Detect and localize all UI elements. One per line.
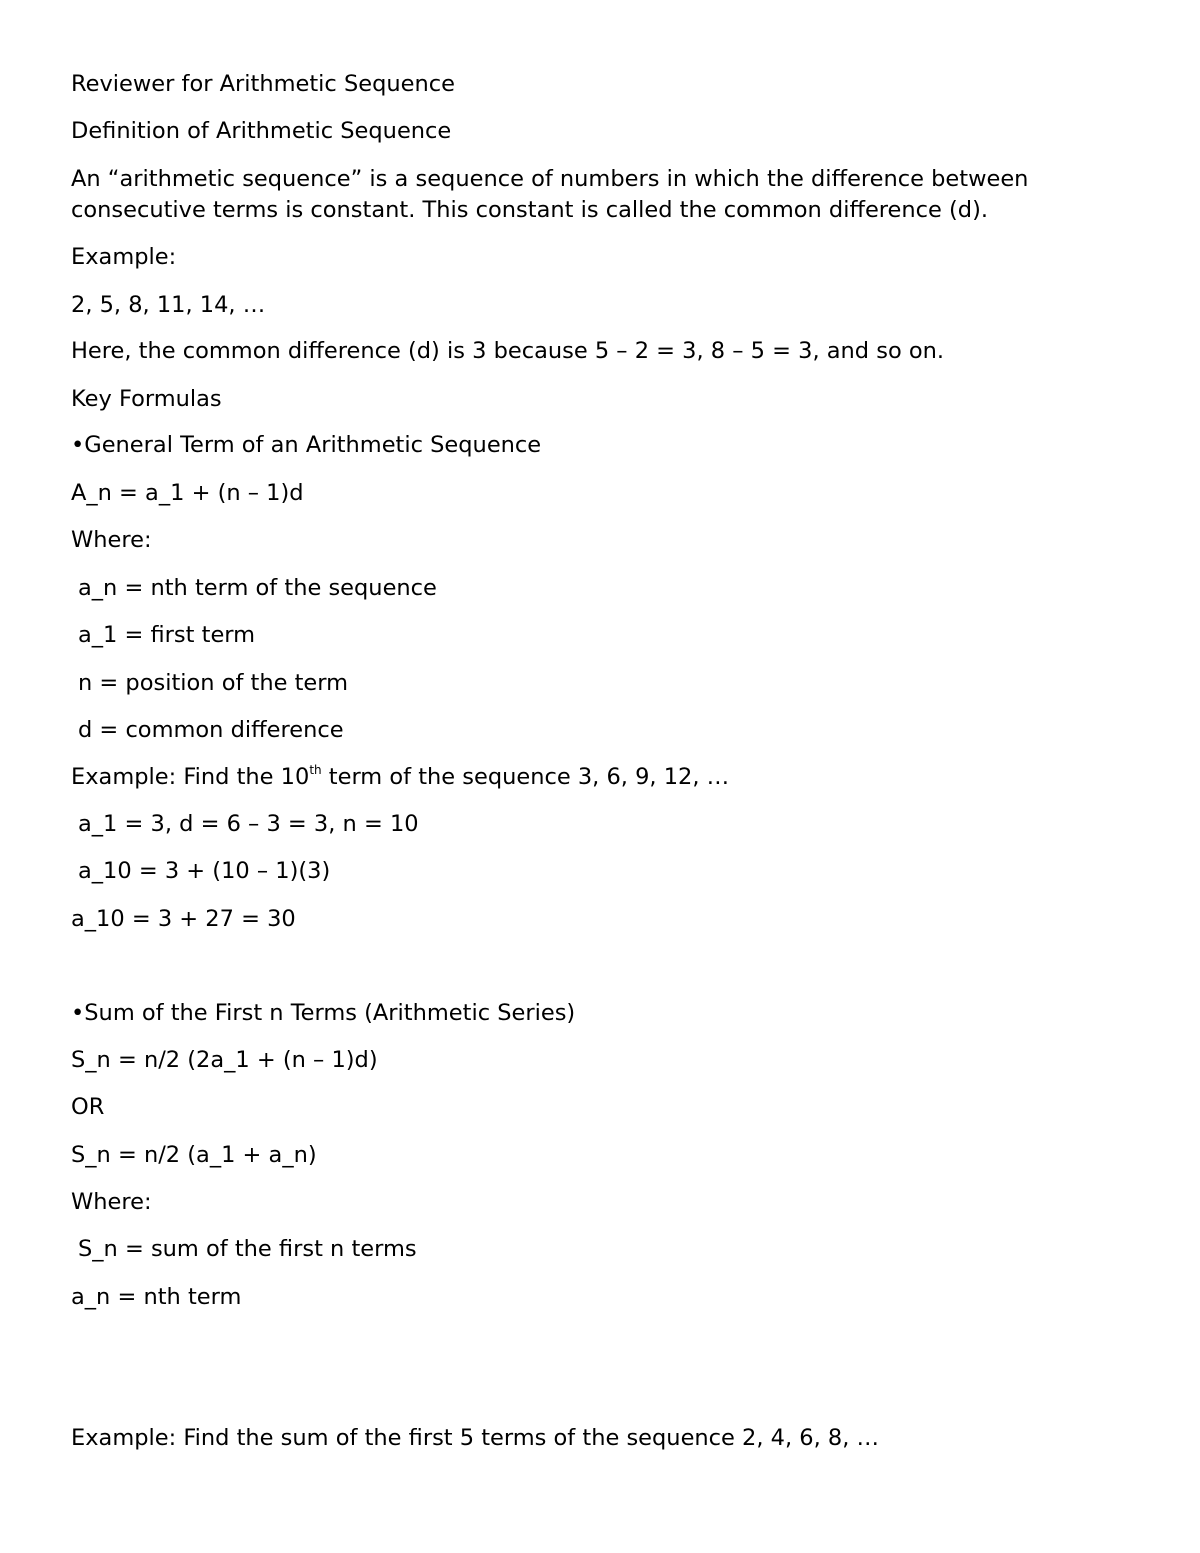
example-superscript: th <box>309 762 322 777</box>
example-step: a_1 = 3, d = 6 – 3 = 3, n = 10 <box>78 811 419 837</box>
sum-definition-item: S_n = sum of the first n terms <box>78 1236 417 1262</box>
general-term-where-label: Where: <box>71 527 152 553</box>
sum-where-label: Where: <box>71 1189 152 1215</box>
definition-heading: Definition of Arithmetic Sequence <box>71 118 452 144</box>
general-term-heading: •General Term of an Arithmetic Sequence <box>71 432 542 458</box>
definition-item: d = common difference <box>78 717 344 743</box>
or-label: OR <box>71 1094 105 1120</box>
definition-item: a_1 = first term <box>78 622 256 648</box>
example-step: a_10 = 3 + 27 = 30 <box>71 906 296 932</box>
key-formulas-heading: Key Formulas <box>71 386 222 412</box>
example-suffix: term of the sequence 3, 6, 9, 12, … <box>321 764 730 790</box>
definition-item: n = position of the term <box>78 670 349 696</box>
definition-text: An “arithmetic sequence” is a sequence of numbers in which the difference between consecutive terms is constant. This constant is called the common difference (d). <box>71 166 1029 223</box>
example-step: a_10 = 3 + (10 – 1)(3) <box>78 858 331 884</box>
sum-formula-1: S_n = n/2 (2a_1 + (n – 1)d) <box>71 1047 378 1073</box>
definition-item: a_n = nth term of the sequence <box>78 575 437 601</box>
example-label: Example: <box>71 244 177 270</box>
example-explanation: Here, the common difference (d) is 3 because 5 – 2 = 3, 8 – 5 = 3, and so on. <box>71 338 945 364</box>
sum-example: Example: Find the sum of the first 5 terms of the sequence 2, 4, 6, 8, … <box>71 1425 880 1451</box>
document-title: Reviewer for Arithmetic Sequence <box>71 71 455 97</box>
sum-formula-2: S_n = n/2 (a_1 + a_n) <box>71 1142 317 1168</box>
general-term-formula: A_n = a_1 + (n – 1)d <box>71 480 304 506</box>
example-prefix: Example: Find the 10 <box>71 764 310 790</box>
general-term-example <box>71 762 729 793</box>
sum-terms-heading: •Sum of the First n Terms (Arithmetic Series) <box>71 1000 576 1026</box>
example-sequence: 2, 5, 8, 11, 14, … <box>71 292 266 318</box>
sum-definition-item: a_n = nth term <box>71 1284 242 1310</box>
